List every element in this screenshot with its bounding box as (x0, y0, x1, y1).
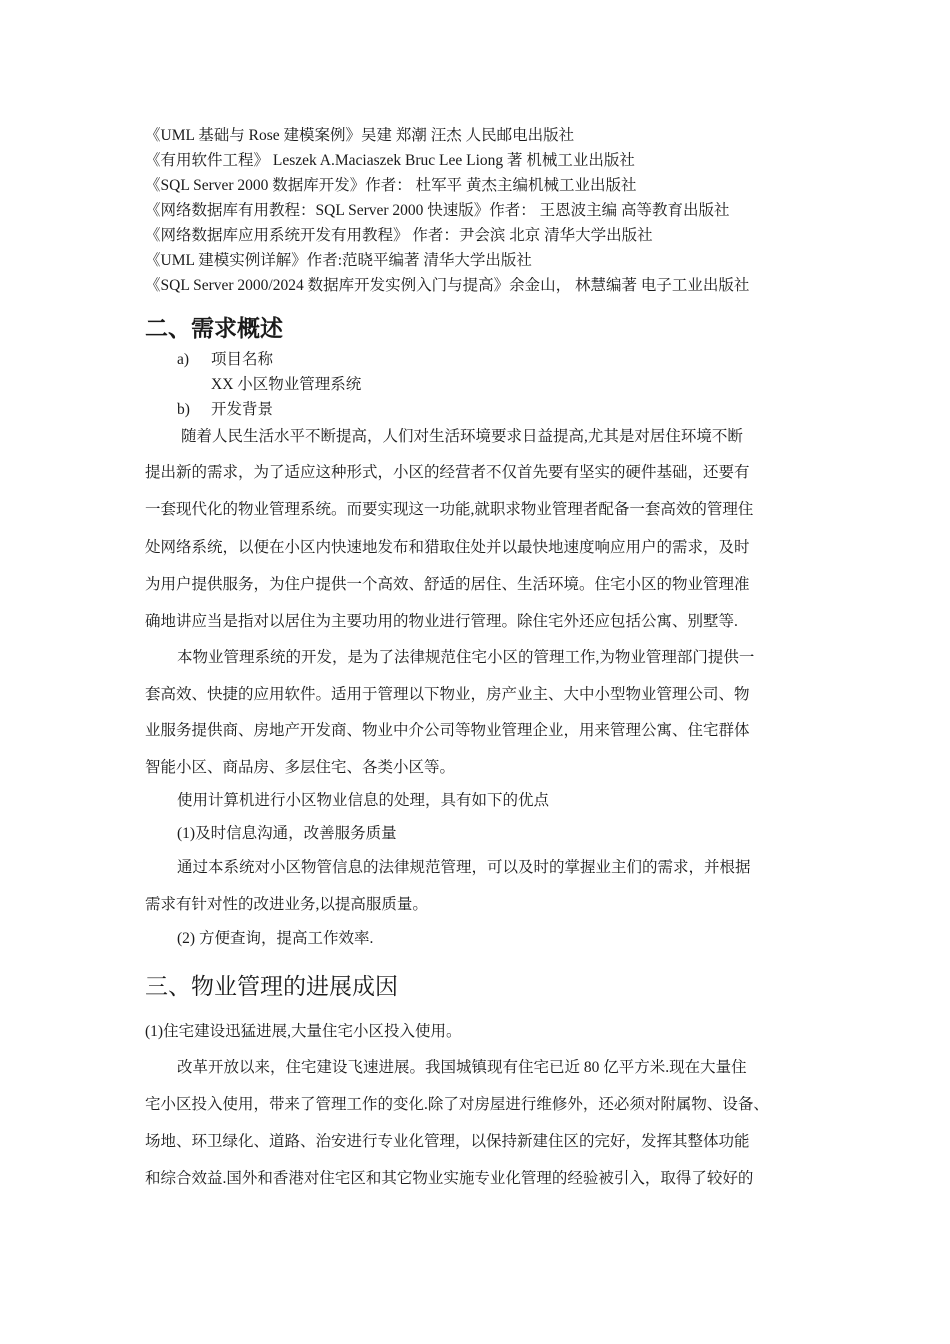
reference-item: 《SQL Server 2000/2024 数据库开发实例入门与提高》余金山， 林慧编著 电子工业出版社 (145, 277, 750, 294)
paragraph-line: 确地讲应当是指对以居住为主要功用的物业进行管理。除住宅外还应包括公寓、别墅等. (145, 613, 738, 630)
paragraph-line: 宅小区投入使用，带来了管理工作的变化.除了对房屋进行维修外，还必须对附属物、设备、 (145, 1096, 769, 1113)
paragraph-line: (2) 方便查询，提高工作效率. (177, 930, 374, 947)
reference-item: 《SQL Server 2000 数据库开发》作者： 杜军平 黄杰主编机械工业出版社 (145, 177, 637, 194)
section-heading: 二、需求概述 (145, 316, 283, 342)
paragraph-line: 一套现代化的物业管理系统。而要实现这一功能,就职求物业管理者配备一套高效的管理住 (145, 501, 754, 518)
section-heading: 三、物业管理的进展成因 (145, 974, 398, 1000)
reference-item: 《UML 基础与 Rose 建模案例》吴建 郑潮 汪杰 人民邮电出版社 (145, 127, 575, 144)
paragraph-line: (1)住宅建设迅猛进展,大量住宅小区投入使用。 (145, 1023, 462, 1040)
paragraph-line: 业服务提供商、房地产开发商、物业中介公司等物业管理企业，用来管理公寓、住宅群体 (145, 722, 750, 739)
reference-item: 《UML 建模实例详解》作者:范晓平编著 清华大学出版社 (145, 252, 532, 269)
paragraph-line: 智能小区、商品房、多层住宅、各类小区等。 (145, 759, 456, 776)
paragraph-line: 处网络系统，以便在小区内快速地发布和猎取住处并以最快地速度响应用户的需求，及时 (145, 539, 750, 556)
reference-item: 《有用软件工程》 Leszek A.Maciaszek Bruc Lee Liong 著 机械工业出版社 (145, 152, 635, 169)
reference-item: 《网络数据库应用系统开发有用教程》 作者：尹会滨 北京 清华大学出版社 (145, 227, 653, 244)
paragraph-line: 随着人民生活水平不断提高，人们对生活环境要求日益提高,尤其是对居住环境不断 (181, 428, 743, 445)
list-item-title: 开发背景 (211, 401, 274, 418)
paragraph-line: 本物业管理系统的开发，是为了法律规范住宅小区的管理工作,为物业管理部门提供一 (177, 649, 755, 666)
paragraph-line: 提出新的需求，为了适应这种形式，小区的经营者不仅首先要有坚实的硬件基础，还要有 (145, 464, 750, 481)
paragraph-line: 套高效、快捷的应用软件。适用于管理以下物业，房产业主、大中小型物业管理公司、物 (145, 686, 750, 703)
paragraph-line: 需求有针对性的改进业务,以提高服质量。 (145, 896, 428, 913)
list-label: b) (177, 401, 190, 418)
paragraph-line: (1)及时信息沟通，改善服务质量 (177, 825, 397, 842)
list-item-title: 项目名称 (211, 351, 274, 368)
list-item-value: XX 小区物业管理系统 (211, 376, 362, 393)
reference-item: 《网络数据库有用教程：SQL Server 2000 快速版》作者： 王恩波主编 高等教育出版社 (145, 202, 730, 219)
paragraph-line: 使用计算机进行小区物业信息的处理，具有如下的优点 (177, 792, 550, 809)
paragraph-line: 和综合效益.国外和香港对住宅区和其它物业实施专业化管理的经验被引入，取得了较好的 (145, 1170, 754, 1187)
paragraph-line: 改革开放以来，住宅建设飞速进展。我国城镇现有住宅已近 80 亿平方米.现在大量住 (177, 1059, 747, 1076)
paragraph-line: 通过本系统对小区物管信息的法律规范管理，可以及时的掌握业主们的需求，并根据 (177, 859, 751, 876)
paragraph-line: 场地、环卫绿化、道路、治安进行专业化管理，以保持新建住区的完好，发挥其整体功能 (145, 1133, 750, 1150)
list-label: a) (177, 351, 190, 368)
paragraph-line: 为用户提供服务，为住户提供一个高效、舒适的居住、生活环境。住宅小区的物业管理准 (145, 576, 750, 593)
